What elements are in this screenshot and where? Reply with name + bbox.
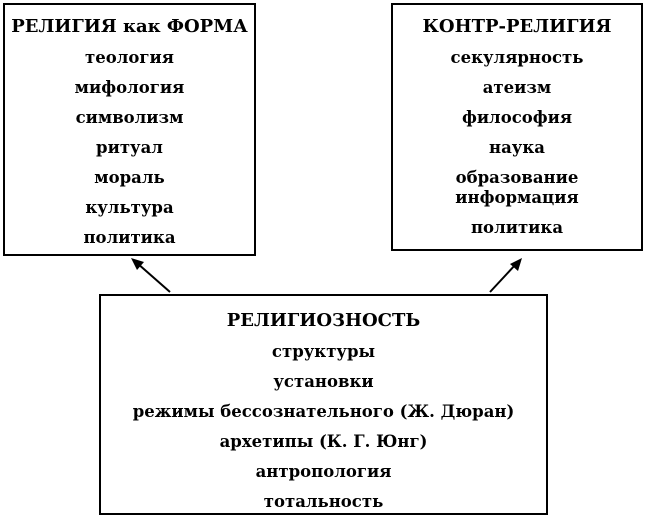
list-item: мифология <box>74 78 185 97</box>
list-item: образование <box>455 168 579 187</box>
list-item: установки <box>273 372 374 391</box>
list-item: политика <box>83 228 176 247</box>
arrow-to-left-box <box>137 263 170 292</box>
list-item: информация <box>455 188 579 207</box>
list-item: тотальность <box>263 492 384 511</box>
list-item: мораль <box>94 168 165 187</box>
list-item: теология <box>85 48 174 67</box>
list-item: атеизм <box>482 78 552 97</box>
list-item: структуры <box>271 342 376 361</box>
list-item: секулярность <box>450 48 584 67</box>
list-item: наука <box>489 138 545 157</box>
counter-religion-title: КОНТР-РЕЛИГИЯ <box>422 16 612 37</box>
list-item: культура <box>85 198 174 217</box>
list-item: антропология <box>255 462 392 481</box>
list-item: архетипы (К. Г. Юнг) <box>219 432 428 451</box>
list-item: философия <box>461 108 573 127</box>
list-item: ритуал <box>96 138 163 157</box>
list-item: политика <box>470 218 564 237</box>
list-item: режимы бессознательного (Ж. Дюран) <box>132 402 515 421</box>
list-item: символизм <box>75 108 184 127</box>
arrow-to-right-box <box>490 264 516 292</box>
religion-as-form-title: РЕЛИГИЯ как ФОРМА <box>11 16 248 37</box>
religiosity-title: РЕЛИГИОЗНОСТЬ <box>226 310 421 331</box>
